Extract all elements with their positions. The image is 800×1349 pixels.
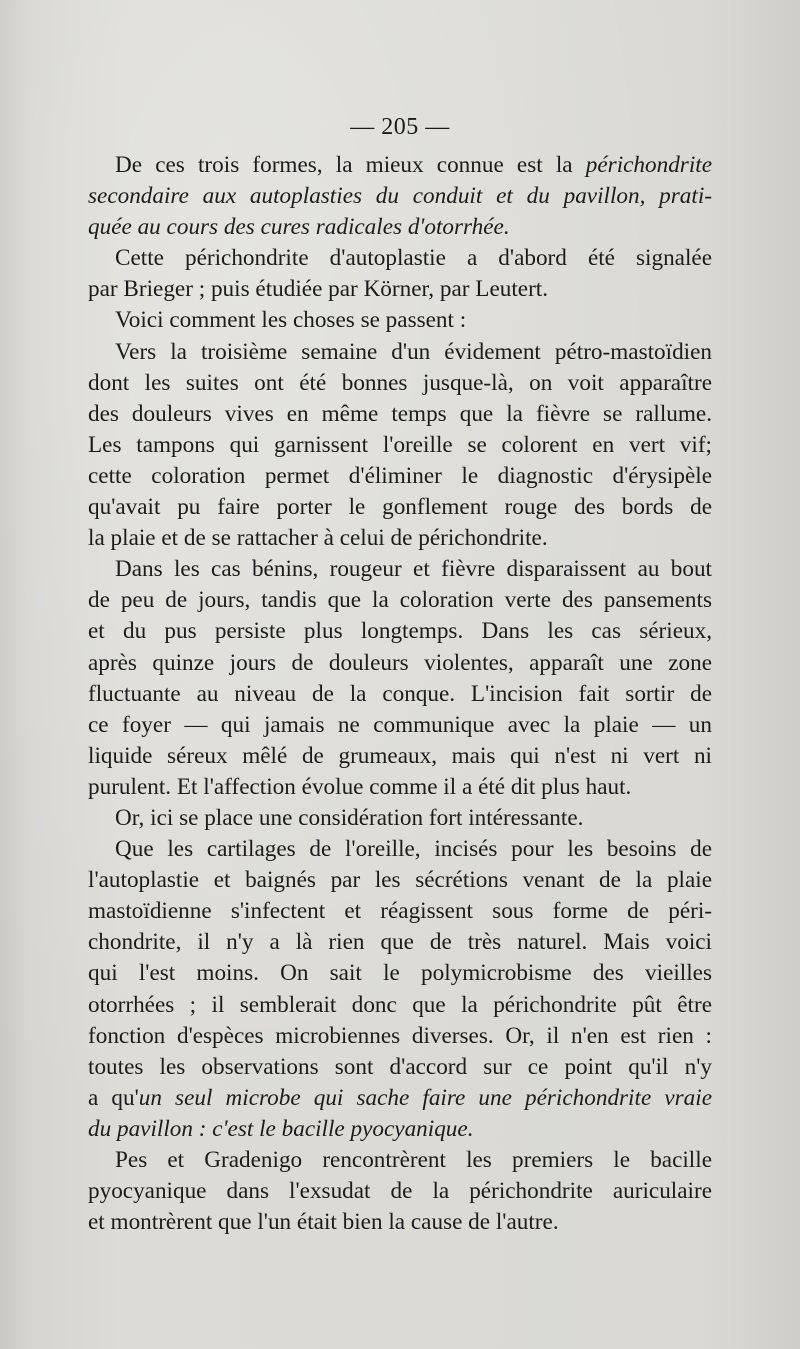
text-segment: purulent. Et l'affection évolue comme il a été dit plus haut. <box>88 773 632 800</box>
text-segment: ce foyer — qui jamais ne communique avec la plaie — un <box>88 711 712 738</box>
text-line <box>88 523 712 554</box>
text-segment: l'autoplastie et baignés par les sécrétions venant de la plaie <box>88 867 712 894</box>
text-line <box>88 1207 712 1238</box>
text-segment: Que les cartilages de l'oreille, incisés pour les besoins de <box>115 836 712 863</box>
text-segment: Voici comment les choses se passent : <box>115 307 467 334</box>
text-line <box>88 896 712 927</box>
italic-text: secondaire aux autoplasties du conduit et du pavillon, prati- <box>88 183 712 210</box>
text-line <box>88 1145 712 1176</box>
text-line <box>88 1083 712 1114</box>
text-line <box>88 337 712 368</box>
italic-text: du pavillon : c'est le bacille pyocyanique. <box>88 1115 474 1142</box>
italic-text: quée au cours des cures radicales d'otorrhée. <box>88 214 510 241</box>
text-line <box>88 554 712 585</box>
text-line <box>88 1052 712 1083</box>
text-line <box>88 585 712 616</box>
text-segment: De ces trois formes, la mieux connue est la <box>115 152 586 178</box>
text-line <box>88 679 712 710</box>
text-segment: a qu' <box>88 1084 139 1111</box>
text-line <box>88 741 712 772</box>
text-line <box>88 181 712 212</box>
italic-text: un seul microbe qui sache faire une périchondrite vraie <box>138 1084 712 1111</box>
page-number: — 205 — <box>350 114 450 140</box>
text-segment: cette coloration permet d'éliminer le diagnostic d'érysipèle <box>88 462 712 489</box>
text-line <box>88 368 712 399</box>
text-line <box>88 710 712 741</box>
text-line <box>88 958 712 989</box>
text-line <box>88 430 712 461</box>
text-segment: Pes et Gradenigo rencontrèrent les premiers le bacille <box>115 1147 712 1173</box>
text-segment: Dans les cas bénins, rougeur et fièvre disparaissent au bout <box>115 556 712 583</box>
text-segment: qu'avait pu faire porter le gonflement rouge des bords de <box>88 494 712 521</box>
text-line <box>88 990 712 1021</box>
text-segment: chondrite, il n'y a là rien que de très naturel. Mais voici <box>88 929 712 956</box>
text-segment: dont les suites ont été bonnes jusque-là, on voit apparaître <box>88 369 712 396</box>
text-line <box>88 150 712 181</box>
text-segment: liquide séreux mêlé de grumeaux, mais qui n'est ni vert ni <box>88 742 712 769</box>
text-segment: de peu de jours, tandis que la coloration verte des pansements <box>88 587 712 614</box>
text-line <box>88 274 712 305</box>
text-segment: Or, ici se place une considération fort intéressante. <box>115 804 584 831</box>
text-segment: des douleurs vives en même temps que la fièvre se rallume. <box>88 400 712 427</box>
text-line <box>88 834 712 865</box>
text-segment: Vers la troisième semaine d'un évidement pétro-mastoïdien <box>115 338 712 365</box>
text-segment: Cette périchondrite d'autoplastie a d'abord été signalée <box>115 245 712 272</box>
text-segment: la plaie et de se rattacher à celui de périchondrite. <box>88 525 548 552</box>
text-line <box>88 492 712 523</box>
italic-text: périchondrite <box>585 152 712 178</box>
text-segment: Les tampons qui garnissent l'oreille se colorent en vert vif; <box>88 431 712 458</box>
body-text <box>88 150 712 1238</box>
text-segment: après quinze jours de douleurs violentes, apparaît une zone <box>88 649 712 676</box>
text-segment: mastoïdienne s'infectent et réagissent sous forme de péri- <box>88 898 712 925</box>
text-segment: et du pus persiste plus longtemps. Dans les cas sérieux, <box>88 618 712 645</box>
text-line <box>88 461 712 492</box>
text-segment: et montrèrent que l'un était bien la cause de l'autre. <box>88 1209 559 1236</box>
text-segment: otorrhées ; il semblerait donc que la périchondrite pût être <box>88 991 712 1018</box>
text-line <box>88 1114 712 1145</box>
text-segment: pyocyanique dans l'exsudat de la périchondrite auriculaire <box>88 1178 712 1205</box>
text-segment: par Brieger ; puis étudiée par Körner, par Leutert. <box>88 276 549 303</box>
text-line <box>88 927 712 958</box>
text-line <box>88 772 712 803</box>
text-segment: toutes les observations sont d'accord sur ce point qu'il n'y <box>88 1053 712 1080</box>
text-line <box>88 399 712 430</box>
text-line <box>88 865 712 896</box>
text-line <box>88 1021 712 1052</box>
text-line <box>88 616 712 647</box>
text-line <box>88 648 712 679</box>
text-line <box>88 305 712 336</box>
text-segment: fonction d'espèces microbiennes diverses. Or, il n'en est rien : <box>88 1022 712 1049</box>
text-line <box>88 212 712 243</box>
text-segment: fluctuante au niveau de la conque. L'incision fait sortir de <box>88 680 712 707</box>
text-line <box>88 803 712 834</box>
text-segment: qui l'est moins. On sait le polymicrobisme des vieilles <box>88 960 712 987</box>
text-line <box>88 243 712 274</box>
text-line <box>88 1176 712 1207</box>
